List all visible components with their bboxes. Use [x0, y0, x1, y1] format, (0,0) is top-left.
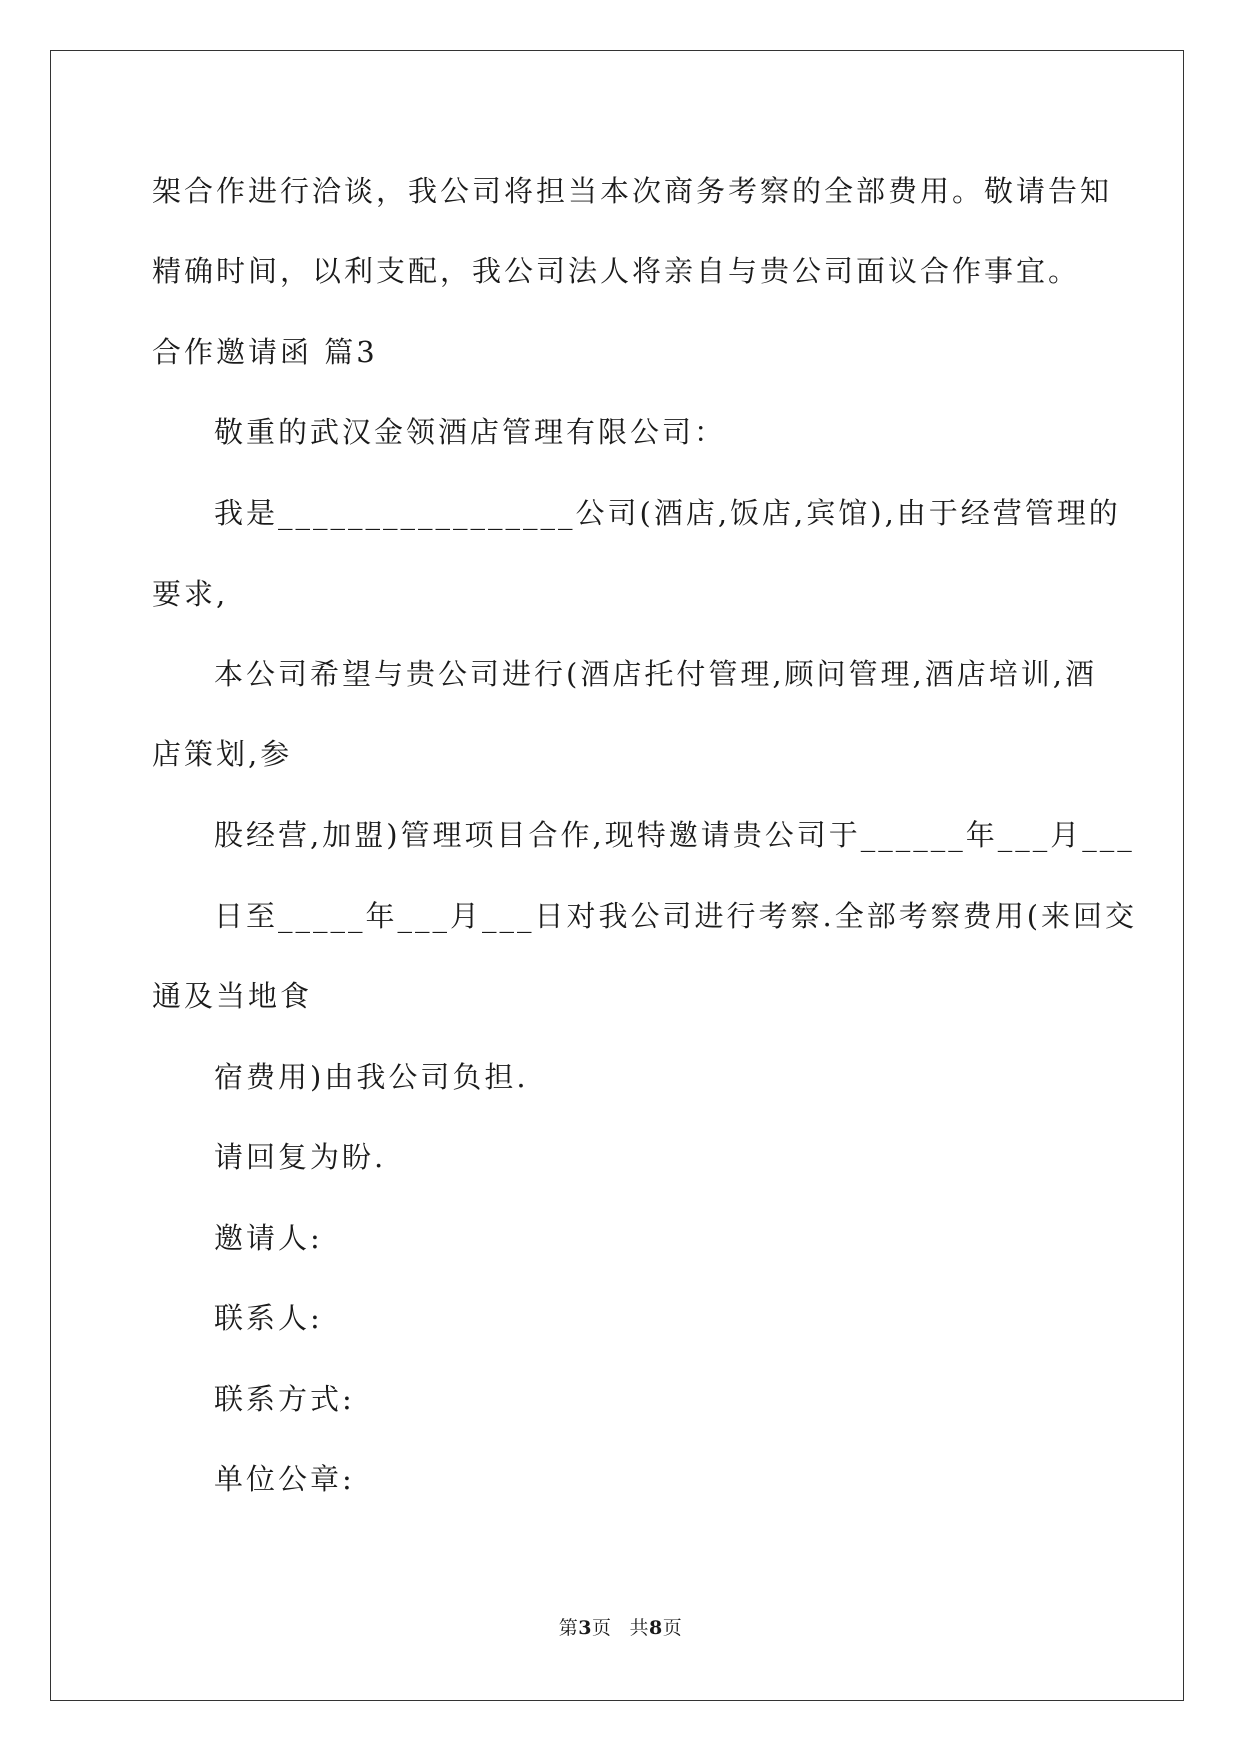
contact-person-label: 联系人:: [214, 1301, 323, 1335]
paragraph-line-1: 架合作进行洽谈，我公司将担当本次商务考察的全部费用。敬请告知: [152, 174, 1113, 208]
page-prefix: 第: [558, 1617, 579, 1639]
paragraph-line-9: 股经营,加盟)管理项目合作,现特邀请贵公司于______年___月___: [214, 818, 1135, 852]
closing-line: 请回复为盼.: [214, 1140, 387, 1174]
page-border: [50, 50, 1184, 1701]
company-seal-label: 单位公章:: [214, 1462, 355, 1496]
inviter-label: 邀请人:: [214, 1221, 323, 1255]
contact-method-label: 联系方式:: [214, 1382, 355, 1416]
page-mid: 页: [591, 1617, 612, 1639]
salutation: 敬重的武汉金领酒店管理有限公司：: [214, 415, 727, 449]
total-suffix: 页: [662, 1617, 683, 1639]
paragraph-line-2: 精确时间，以利支配，我公司法人将亲自与贵公司面议合作事宜。: [152, 254, 1081, 288]
paragraph-line-8: 店策划,参: [152, 737, 293, 771]
paragraph-line-11: 通及当地食: [152, 979, 313, 1013]
page-current-number: 3: [578, 1617, 592, 1639]
section-heading: 合作邀请函 篇3: [152, 335, 378, 369]
paragraph-line-5: 我是_________________公司(酒店,饭店,宾馆),由于经营管理的: [214, 496, 1121, 530]
paragraph-line-12: 宿费用)由我公司负担.: [214, 1060, 529, 1094]
paragraph-line-6: 要求,: [152, 577, 229, 611]
paragraph-line-7: 本公司希望与贵公司进行(酒店托付管理,顾问管理,酒店培训,酒: [214, 657, 1097, 691]
paragraph-line-10: 日至_____年___月___日对我公司进行考察.全部考察费用(来回交: [214, 899, 1138, 933]
page-total-number: 8: [649, 1617, 663, 1639]
total-prefix: 共: [629, 1617, 650, 1639]
page-footer: [0, 1616, 1241, 1640]
